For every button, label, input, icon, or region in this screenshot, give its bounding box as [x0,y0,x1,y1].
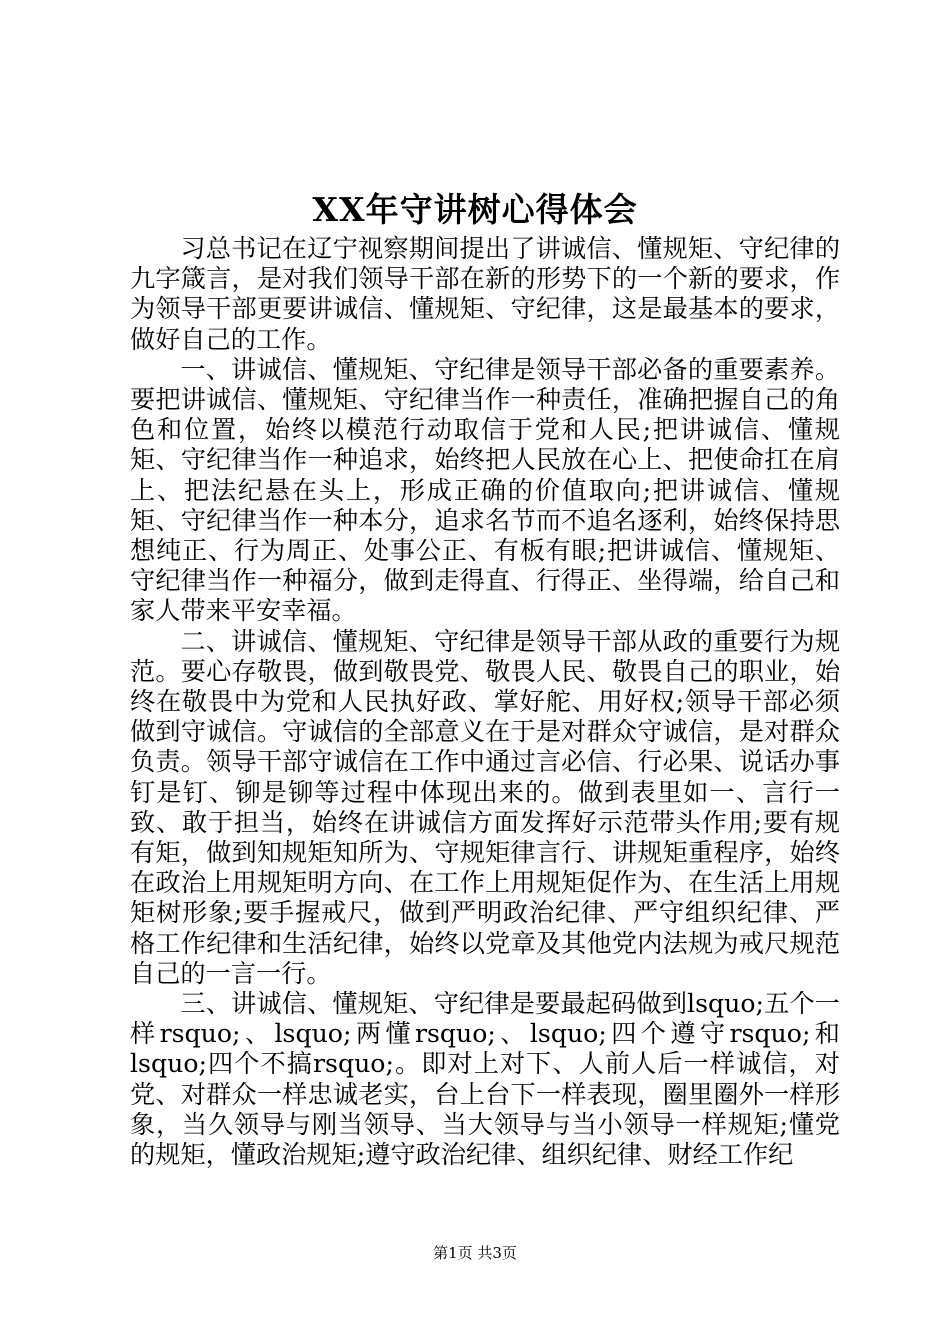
paragraph-section-two: 二、讲诚信、懂规矩、守纪律是领导干部从政的重要行为规范。要心存敬畏，做到敬畏党、敬畏人民、敬畏自己的职业，始终在敬畏中为党和人民执好政、掌好舵、用好权;领导干部必须做到守诚信。守诚信的全部意义在于是对群众守诚信，是对群众负责。领导干部守诚信在工作中通过言必信、行必果、说话办事钉是钉、铆是铆等过程中体现出来的。做到表里如一、言行一致、敢于担当，始终在讲诚信方面发挥好示范带头作用;要有规有矩，做到知规矩知所为、守规矩律言行、讲规矩重程序，始终在政治上用规矩明方向、在工作上用规矩促作为、在生活上用规矩树形象;要手握戒尺，做到严明政治纪律、严守组织纪律、严格工作纪律和生活纪律，始终以党章及其他党内法规为戒尺规范自己的一言一行。 [130,626,840,988]
document-title: XX年守讲树心得体会 [312,190,638,229]
paragraph-intro: 习总书记在辽宁视察期间提出了讲诚信、懂规矩、守纪律的九字箴言，是对我们领导干部在新的形势下的一个新的要求，作为领导干部更要讲诚信、懂规矩、守纪律，这是最基本的要求，做好自己的工作。 [130,234,840,354]
page-footer: 第1页 共3页 [433,1244,517,1262]
paragraph-section-three: 三、讲诚信、懂规矩、守纪律是要最起码做到lsquo;五个一样rsquo;、lsquo;两懂rsquo;、lsquo;四个遵守rsquo;和lsquo;四个不搞rsquo;。即对上对下、人前人后一样诚信，对党、对群众一样忠诚老实，台上台下一样表现，圈里圈外一样形象，当久领导与刚当领导、当大领导与当小领导一样规矩;懂党的规矩，懂政治规矩;遵守政治纪律、组织纪律、财经工作纪 [130,989,840,1170]
paragraph-section-one: 一、讲诚信、懂规矩、守纪律是领导干部必备的重要素养。要把讲诚信、懂规矩、守纪律当作一种责任，准确把握自己的角色和位置，始终以模范行动取信于党和人民;把讲诚信、懂规矩、守纪律当作一种追求，始终把人民放在心上、把使命扛在肩上、把法纪悬在头上，形成正确的价值取向;把讲诚信、懂规矩、守纪律当作一种本分，追求名节而不追名逐利，始终保持思想纯正、行为周正、处事公正、有板有眼;把讲诚信、懂规矩、守纪律当作一种福分，做到走得直、行得正、坐得端，给自己和家人带来平安幸福。 [130,354,840,626]
document-body [130,234,840,1170]
